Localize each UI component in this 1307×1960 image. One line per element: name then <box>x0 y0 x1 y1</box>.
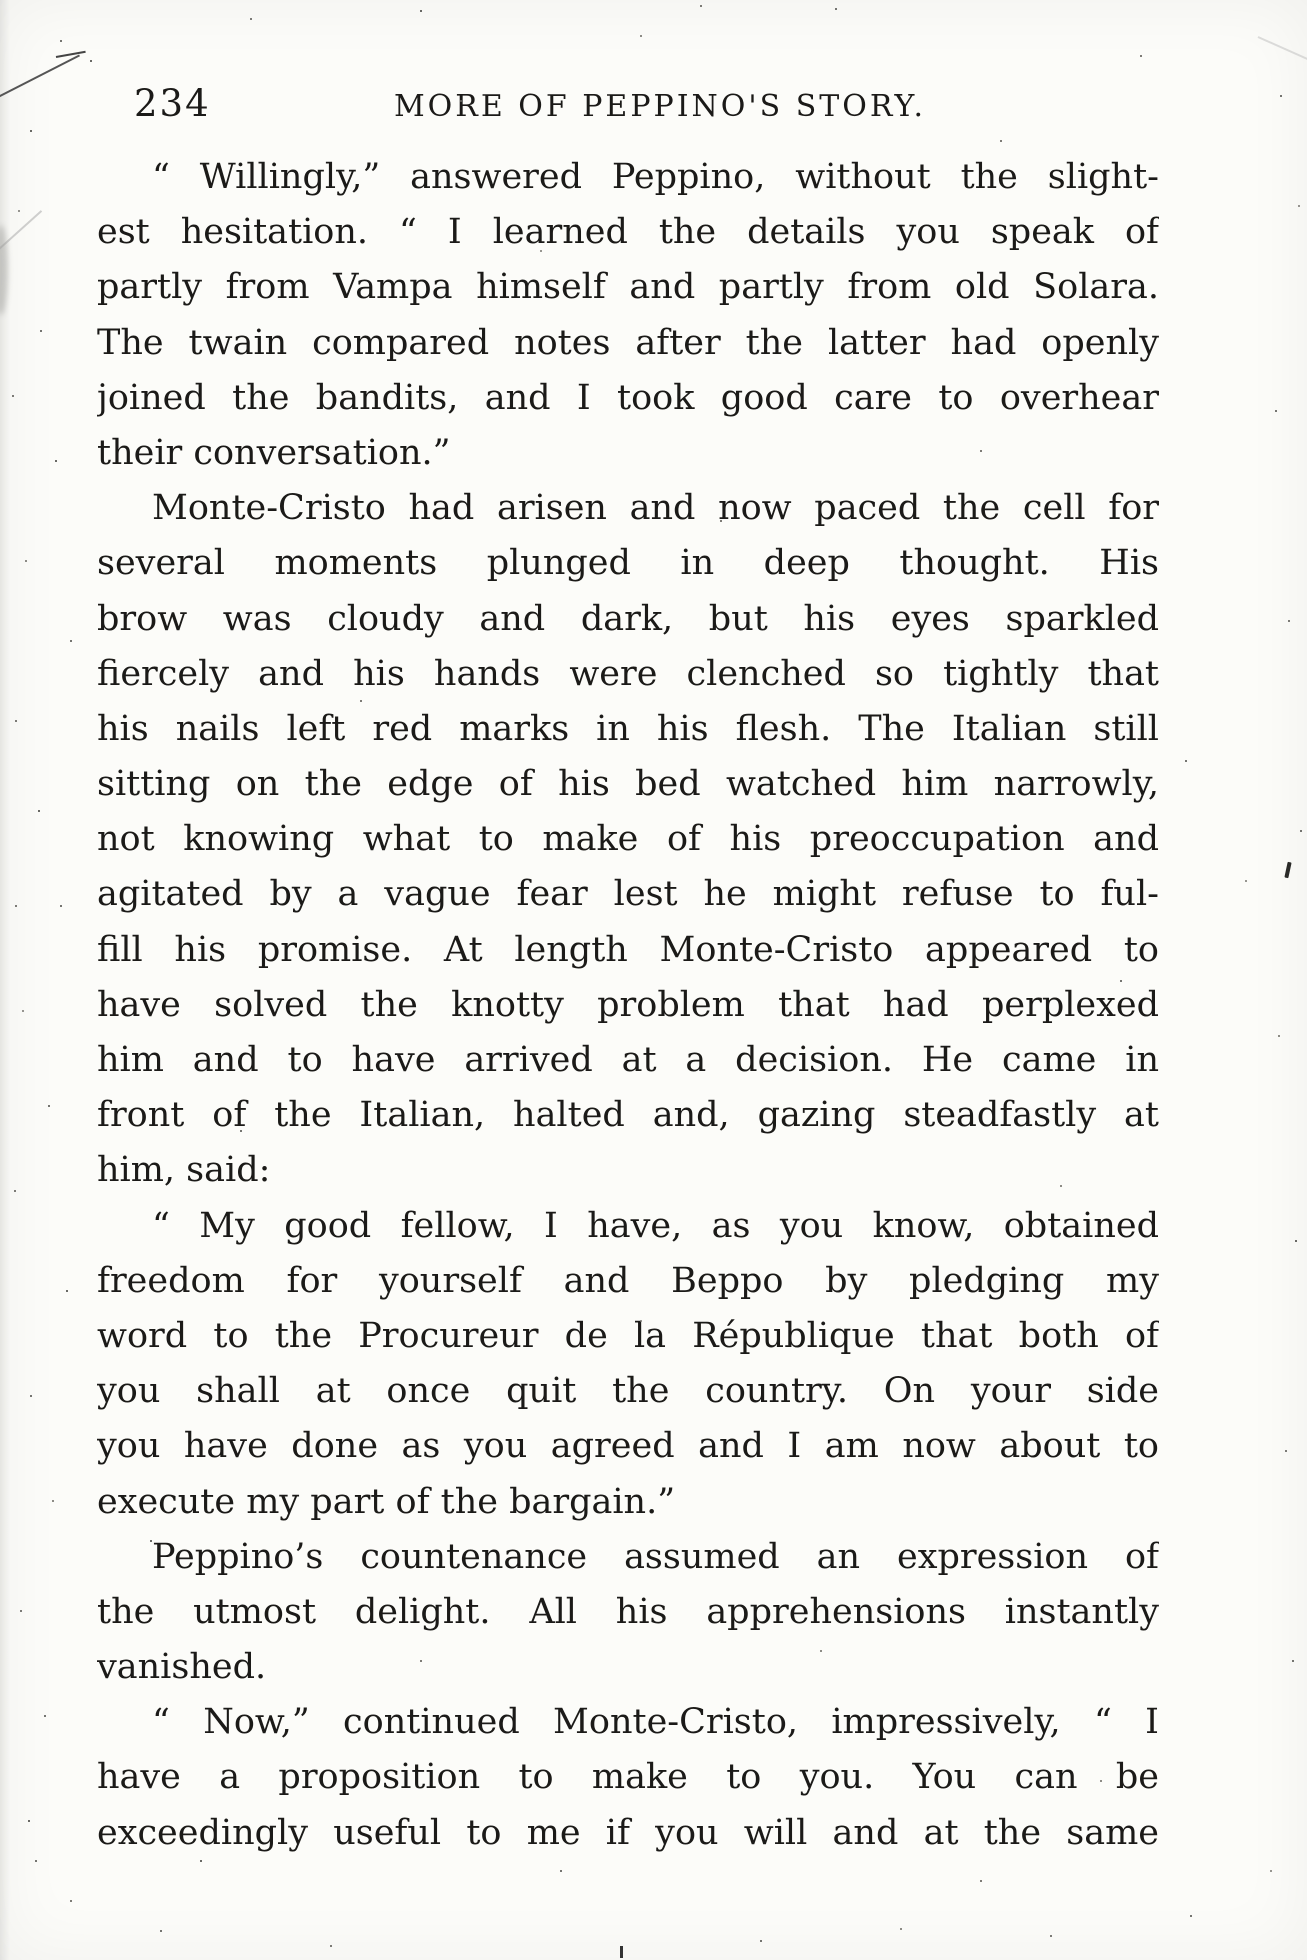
text-line: vanished. <box>97 1647 267 1688</box>
text-line: est hesitation. “ I learned the details you speak of <box>97 212 1159 253</box>
text-line: Monte-Cristo had arisen and now paced the cell for <box>152 488 1159 529</box>
body-text <box>97 150 1159 1861</box>
text-line: exceedingly useful to me if you will and at the same <box>97 1812 1159 1853</box>
text-line: fill his promise. At length Monte-Cristo appeared to <box>97 929 1159 970</box>
scratch-mark <box>56 51 86 58</box>
text-line: front of the Italian, halted and, gazing steadfastly at <box>97 1095 1159 1136</box>
paragraph <box>97 150 1159 481</box>
text-line: agitated by a vague fear lest he might refuse to ful- <box>97 874 1159 915</box>
paragraph <box>97 1530 1159 1696</box>
scan-speckles <box>0 0 2 2</box>
text-line: The twain compared notes after the latter had openly <box>97 322 1159 363</box>
ink-mark <box>620 1946 623 1958</box>
text-line: Peppino’s countenance assumed an expression of <box>152 1536 1159 1577</box>
page-header-row <box>0 82 1307 132</box>
scratch-mark <box>1258 36 1307 64</box>
paragraph <box>97 1199 1159 1530</box>
text-line: fiercely and his hands were clenched so tightly that <box>97 653 1159 694</box>
text-line: brow was cloudy and dark, but his eyes sparkled <box>97 598 1159 639</box>
text-line: have a proposition to make to you. You can be <box>97 1757 1159 1798</box>
page-number: 234 <box>134 82 211 125</box>
text-line: freedom for yourself and Beppo by pledging my <box>97 1260 1159 1301</box>
text-line: have solved the knotty problem that had perplexed <box>97 984 1159 1025</box>
text-line: “ Now,” continued Monte-Cristo, impressively, “ I <box>152 1702 1159 1743</box>
running-header-title: MORE OF PEPPINO'S STORY. <box>393 89 927 124</box>
text-line: his nails left red marks in his flesh. The Italian still <box>97 708 1159 749</box>
text-line: “ Willingly,” answered Peppino, without the slight- <box>152 157 1159 197</box>
ink-mark <box>1284 862 1291 878</box>
text-line: sitting on the edge of his bed watched him narrowly, <box>97 764 1159 805</box>
scratch-mark <box>0 210 42 260</box>
text-line: “ My good fellow, I have, as you know, obtained <box>152 1205 1159 1246</box>
text-line: word to the Procureur de la République that both of <box>97 1315 1159 1356</box>
text-line: several moments plunged in deep thought. His <box>97 543 1159 584</box>
text-line: their conversation.” <box>97 432 451 473</box>
text-line: you shall at once quit the country. On your side <box>97 1371 1159 1412</box>
text-line: not knowing what to make of his preoccupation and <box>97 819 1159 860</box>
smudge-mark <box>0 225 8 315</box>
text-line: him, said: <box>97 1150 271 1191</box>
page-edge-shading <box>0 0 10 1960</box>
text-line: him and to have arrived at a decision. He came in <box>97 1040 1159 1080</box>
paragraph <box>97 481 1159 1198</box>
text-line: execute my part of the bargain.” <box>97 1481 676 1522</box>
paragraph <box>97 1695 1159 1861</box>
text-line: partly from Vampa himself and partly from old Solara. <box>97 267 1159 308</box>
text-line: you have done as you agreed and I am now about to <box>97 1426 1159 1467</box>
text-line: joined the bandits, and I took good care to overhear <box>97 377 1159 418</box>
text-line: the utmost delight. All his apprehensions instantly <box>97 1591 1159 1632</box>
